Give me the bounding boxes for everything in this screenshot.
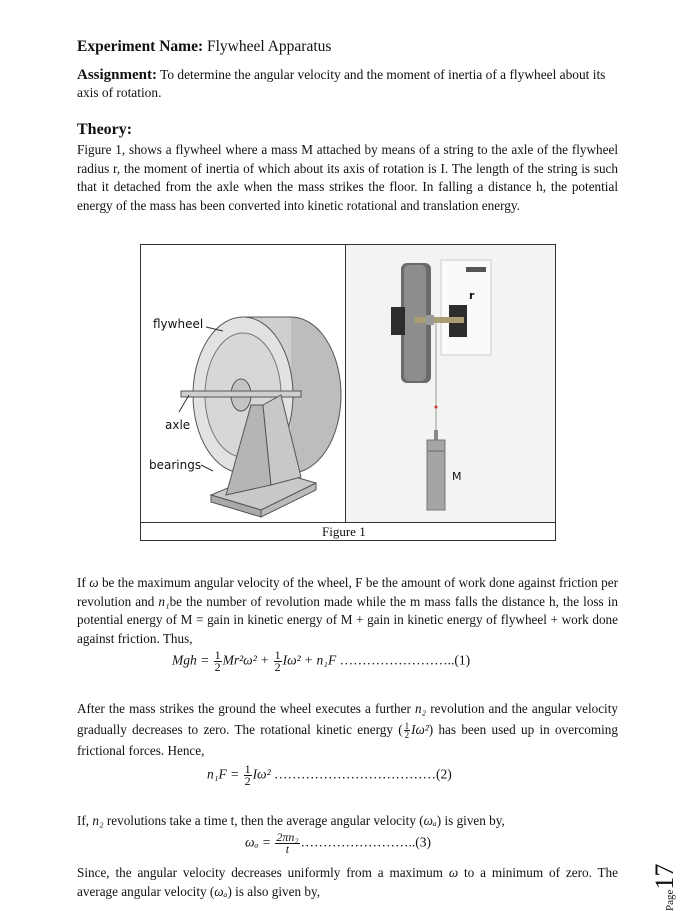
paragraph-uniform-decrease: Since, the angular velocity decreases uniformly from a maximum ω to a minimum of zero. The average angular velocity (ωₐ) is also given by, bbox=[77, 865, 618, 899]
omega-symbol: ω bbox=[89, 575, 99, 590]
equation-1: Mgh = $\frac{1}{2}$ Mr²ω² + $\frac{1}{2}$ Iω² + n₁F ……………………..(1) bbox=[172, 648, 471, 674]
flywheel-photo-drawing bbox=[346, 245, 555, 522]
page-number-value: 17 bbox=[650, 863, 679, 890]
theory-paragraph: Figure 1, shows a flywheel where a mass M attached by means of a string to the axle of the flywheel radius r, the moment of inertia of which about its axis of rotation is I. The length of the string is such that it detached from the axle when the mass strikes the floor. In falling a distance h, the potential energy of the mass has been converted into kinetic rotational and translation energy. bbox=[77, 142, 618, 213]
theory-heading: Theory: bbox=[77, 121, 133, 138]
label-bearings: bearings bbox=[149, 458, 202, 472]
paragraph-work-friction: If ω be the maximum angular velocity of the wheel, F be the amount of work done against friction per revolution and n₁be the number of revolution made while the m mass falls the distance h, the loss in potential energy of M = gain in kinetic energy of M + gain in kinetic energy of flywheel + work done against friction. Thus, bbox=[77, 575, 619, 646]
assignment-label: Assignment: bbox=[77, 67, 158, 83]
label-flywheel: flywheel bbox=[153, 317, 204, 331]
page-number bbox=[650, 862, 680, 911]
equation-3: ωₐ = $\frac{\text{2πn₂}}{t}$ ……………………..(3) bbox=[245, 830, 432, 856]
flywheel-photo bbox=[346, 245, 555, 522]
equation-2: n₁F = $\frac{1}{2}$ Iω² ………………………………(2) bbox=[207, 762, 452, 788]
figure-caption: Figure 1 bbox=[322, 524, 366, 539]
paragraph-after-strike: After the mass strikes the ground the wheel executes a further n₂ revolution and the angular velocity gradually decreases to zero. The rotational kinetic energy ( $\frac{1}{2}$ Iω²) has been used up in overcoming frictional forces. Hence, bbox=[77, 701, 618, 758]
label-axle: axle bbox=[165, 418, 191, 432]
label-r: r bbox=[469, 289, 475, 302]
paragraph-average-velocity: If, n₂ revolutions take a time t, then the average angular velocity (ωₐ) is given by, bbox=[77, 813, 505, 828]
experiment-value: Flywheel Apparatus bbox=[207, 38, 332, 55]
assignment-text: To determine the angular velocity and the moment of inertia of a flywheel about its axis of rotation. bbox=[77, 67, 606, 100]
page-prefix: Page bbox=[664, 889, 676, 911]
flywheel-drawing bbox=[141, 245, 345, 522]
figure-1 bbox=[140, 244, 556, 541]
experiment-label: Experiment Name: bbox=[77, 38, 204, 55]
n1-symbol: n₁ bbox=[158, 593, 170, 609]
figure-caption-row bbox=[141, 522, 555, 541]
n2-symbol: n₂ bbox=[414, 701, 427, 716]
flywheel-diagram bbox=[141, 245, 346, 522]
label-M: M bbox=[452, 470, 462, 483]
assignment bbox=[77, 66, 618, 101]
experiment-name bbox=[77, 38, 331, 56]
